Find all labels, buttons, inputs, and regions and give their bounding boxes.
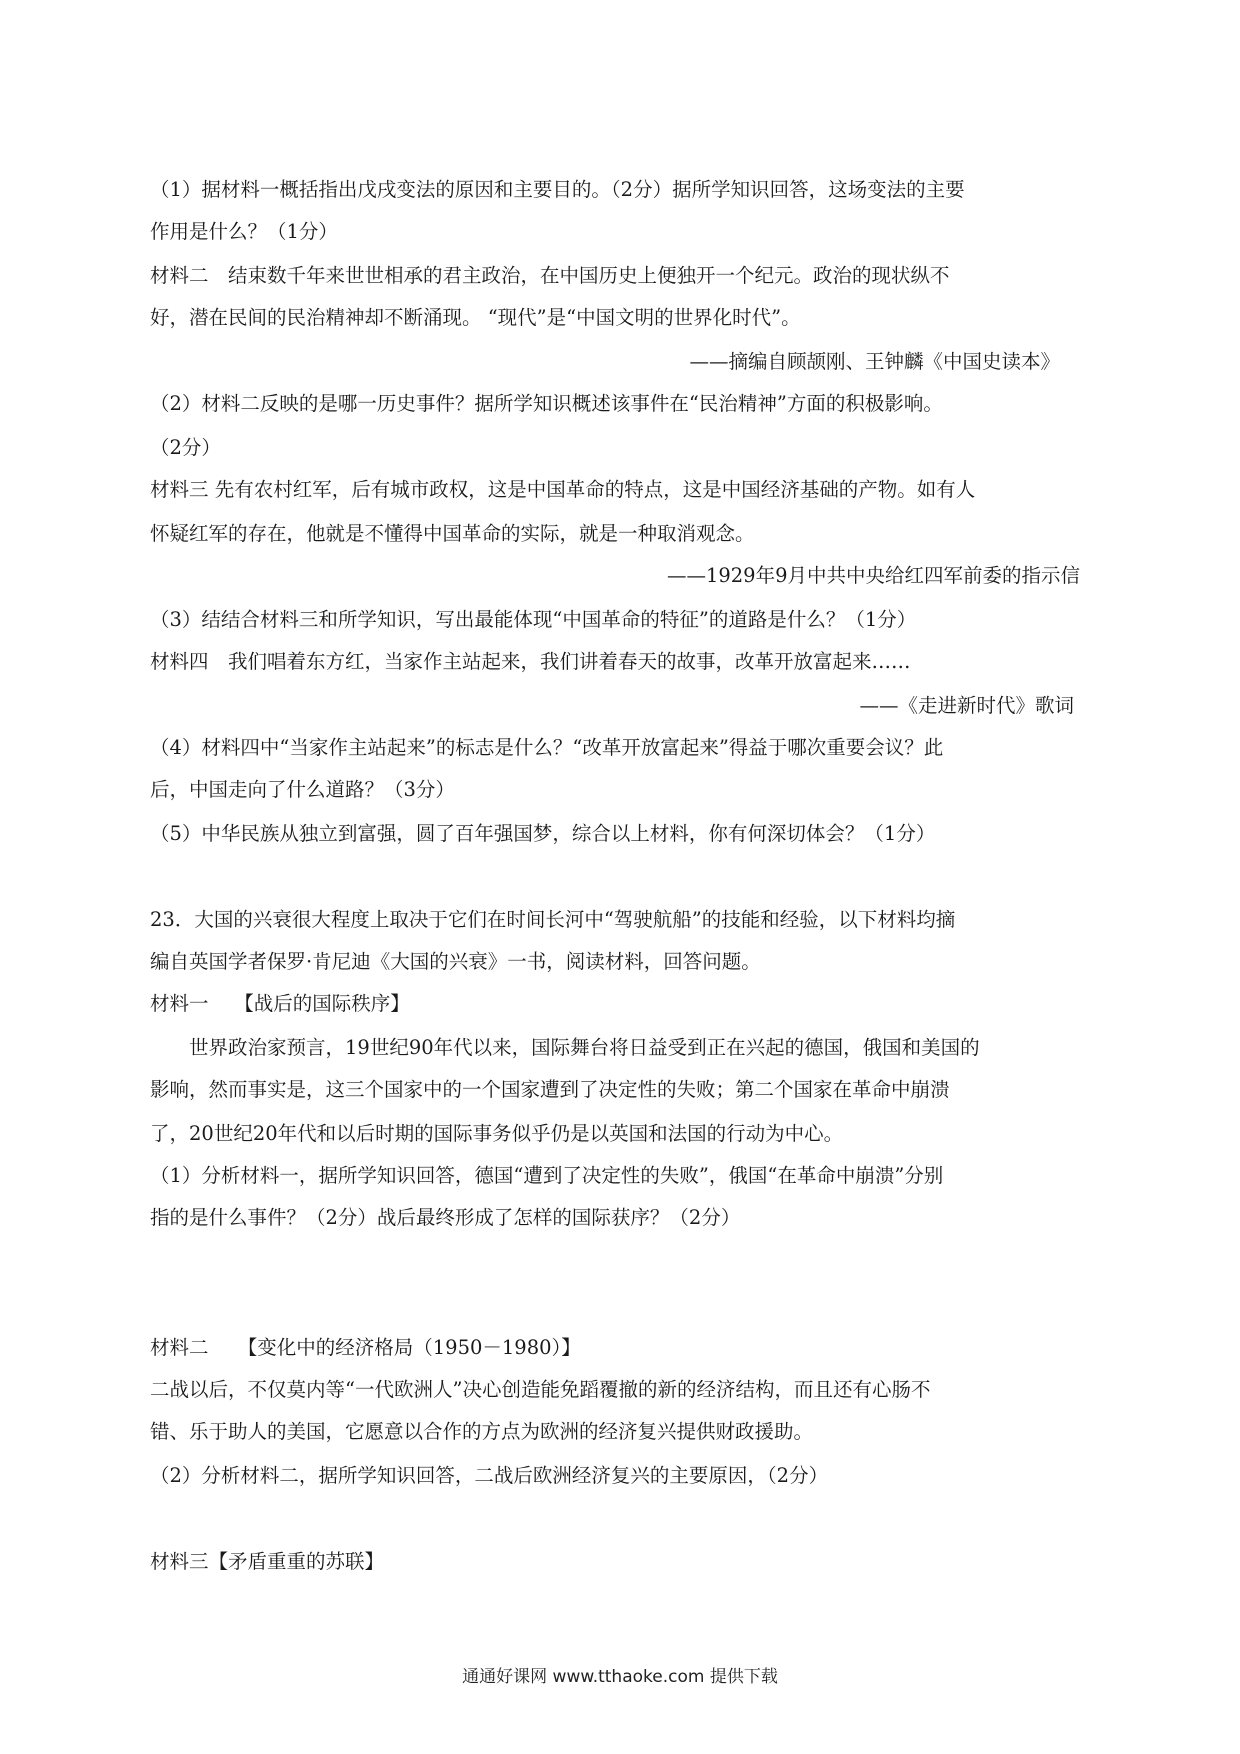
q22-material2-source: ——摘编自顾颉刚、王钟麟《中国史读本》 [689,350,1060,373]
q22-sub5: （5）中华民族从独立到富强，圆了百年强国梦，综合以上材料，你有何深切体会？（1分） [150,822,936,845]
q22-material3-line1: 材料三 先有农村红军，后有城市政权，这是中国革命的特点，这是中国经济基础的产物。如有人 [150,478,976,501]
q23-sub1-line2: 指的是什么事件？（2分）战后最终形成了怎样的国际获序？（2分） [150,1206,741,1229]
q23-material2-line1: 二战以后，不仅莫内等“一代欧洲人”决心创造能免蹈覆撤的新的经济结构，而且还有心肠不 [150,1378,931,1401]
q23-material2-title: 材料二 【变化中的经济格局（1950－1980）】 [150,1336,581,1359]
q23-material1-line2: 影响，然而事实是，这三个国家中的一个国家遭到了决定性的失败；第二个国家在革命中崩溃 [150,1078,950,1101]
q22-material3-line2: 怀疑红军的存在，他就是不懂得中国革命的实际，就是一种取消观念。 [150,522,755,545]
q22-material4-line1: 材料四 我们唱着东方红，当家作主站起来，我们讲着春天的故事，改革开放富起来…… [150,650,911,673]
q22-material2-line1: 材料二 结束数千年来世世相承的君主政治，在中国历史上便独开一个纪元。政治的现状纵不 [150,264,950,287]
q23-material1-line3: 了，20世纪20年代和以后时期的国际事务似乎仍是以英国和法国的行动为中心。 [150,1122,844,1145]
page-footer: 通通好课网 www.tthaoke.com 提供下载 [462,1667,778,1687]
q23-material1-line1: 世界政治家预言，19世纪90年代以来，国际舞台将日益受到正在兴起的德国，俄国和美国的 [150,1036,980,1059]
q22-material4-source: ——《走进新时代》歌词 [859,694,1074,717]
q22-material3-source: ——1929年9月中共中央给红四军前委的指示信 [666,564,1080,587]
q23-intro-line2: 编自英国学者保罗·肯尼迪《大国的兴衰》一书，阅读材料，回答问题。 [150,950,761,973]
q22-sub3: （3）结结合材料三和所学知识，写出最能体现“中国革命的特征”的道路是什么？（1分） [150,608,917,631]
q23-material3-title: 材料三【矛盾重重的苏联】 [150,1550,385,1573]
q23-sub2: （2）分析材料二，据所学知识回答，二战后欧洲经济复兴的主要原因，（2分） [150,1464,829,1487]
q23-sub1-line1: （1）分析材料一，据所学知识回答，德国“遭到了决定性的失败”，俄国“在革命中崩溃”分别 [150,1164,944,1187]
q23-material2-line2: 错、乐于助人的美国，它愿意以合作的方点为欧洲的经济复兴提供财政援助。 [150,1420,814,1443]
q22-sub4-line1: （4）材料四中“当家作主站起来”的标志是什么？“改革开放富起来”得益于哪次重要会议？此 [150,736,944,759]
q23-intro-line1: 23．大国的兴衰很大程度上取决于它们在时间长河中“驾驶航船”的技能和经验，以下材料均摘 [150,908,956,931]
q22-sub1-line1: （1）据材料一概括指出戊戌变法的原因和主要目的。（2分）据所学知识回答，这场变法的主要 [150,178,965,201]
q22-sub1-line2: 作用是什么？（1分） [150,220,338,243]
q22-sub2-line1: （2）材料二反映的是哪一历史事件？据所学知识概述该事件在“民治精神”方面的积极影响。 [150,392,943,415]
q22-material2-line2: 好，潜在民间的民治精神却不断涌现。 “现代”是“中国文明的世界化时代”。 [150,306,801,329]
q23-material1-title: 材料一 【战后的国际秩序】 [150,992,410,1015]
q22-sub4-line2: 后，中国走向了什么道路？（3分） [150,778,455,801]
q22-sub2-line2: （2分） [150,436,221,459]
